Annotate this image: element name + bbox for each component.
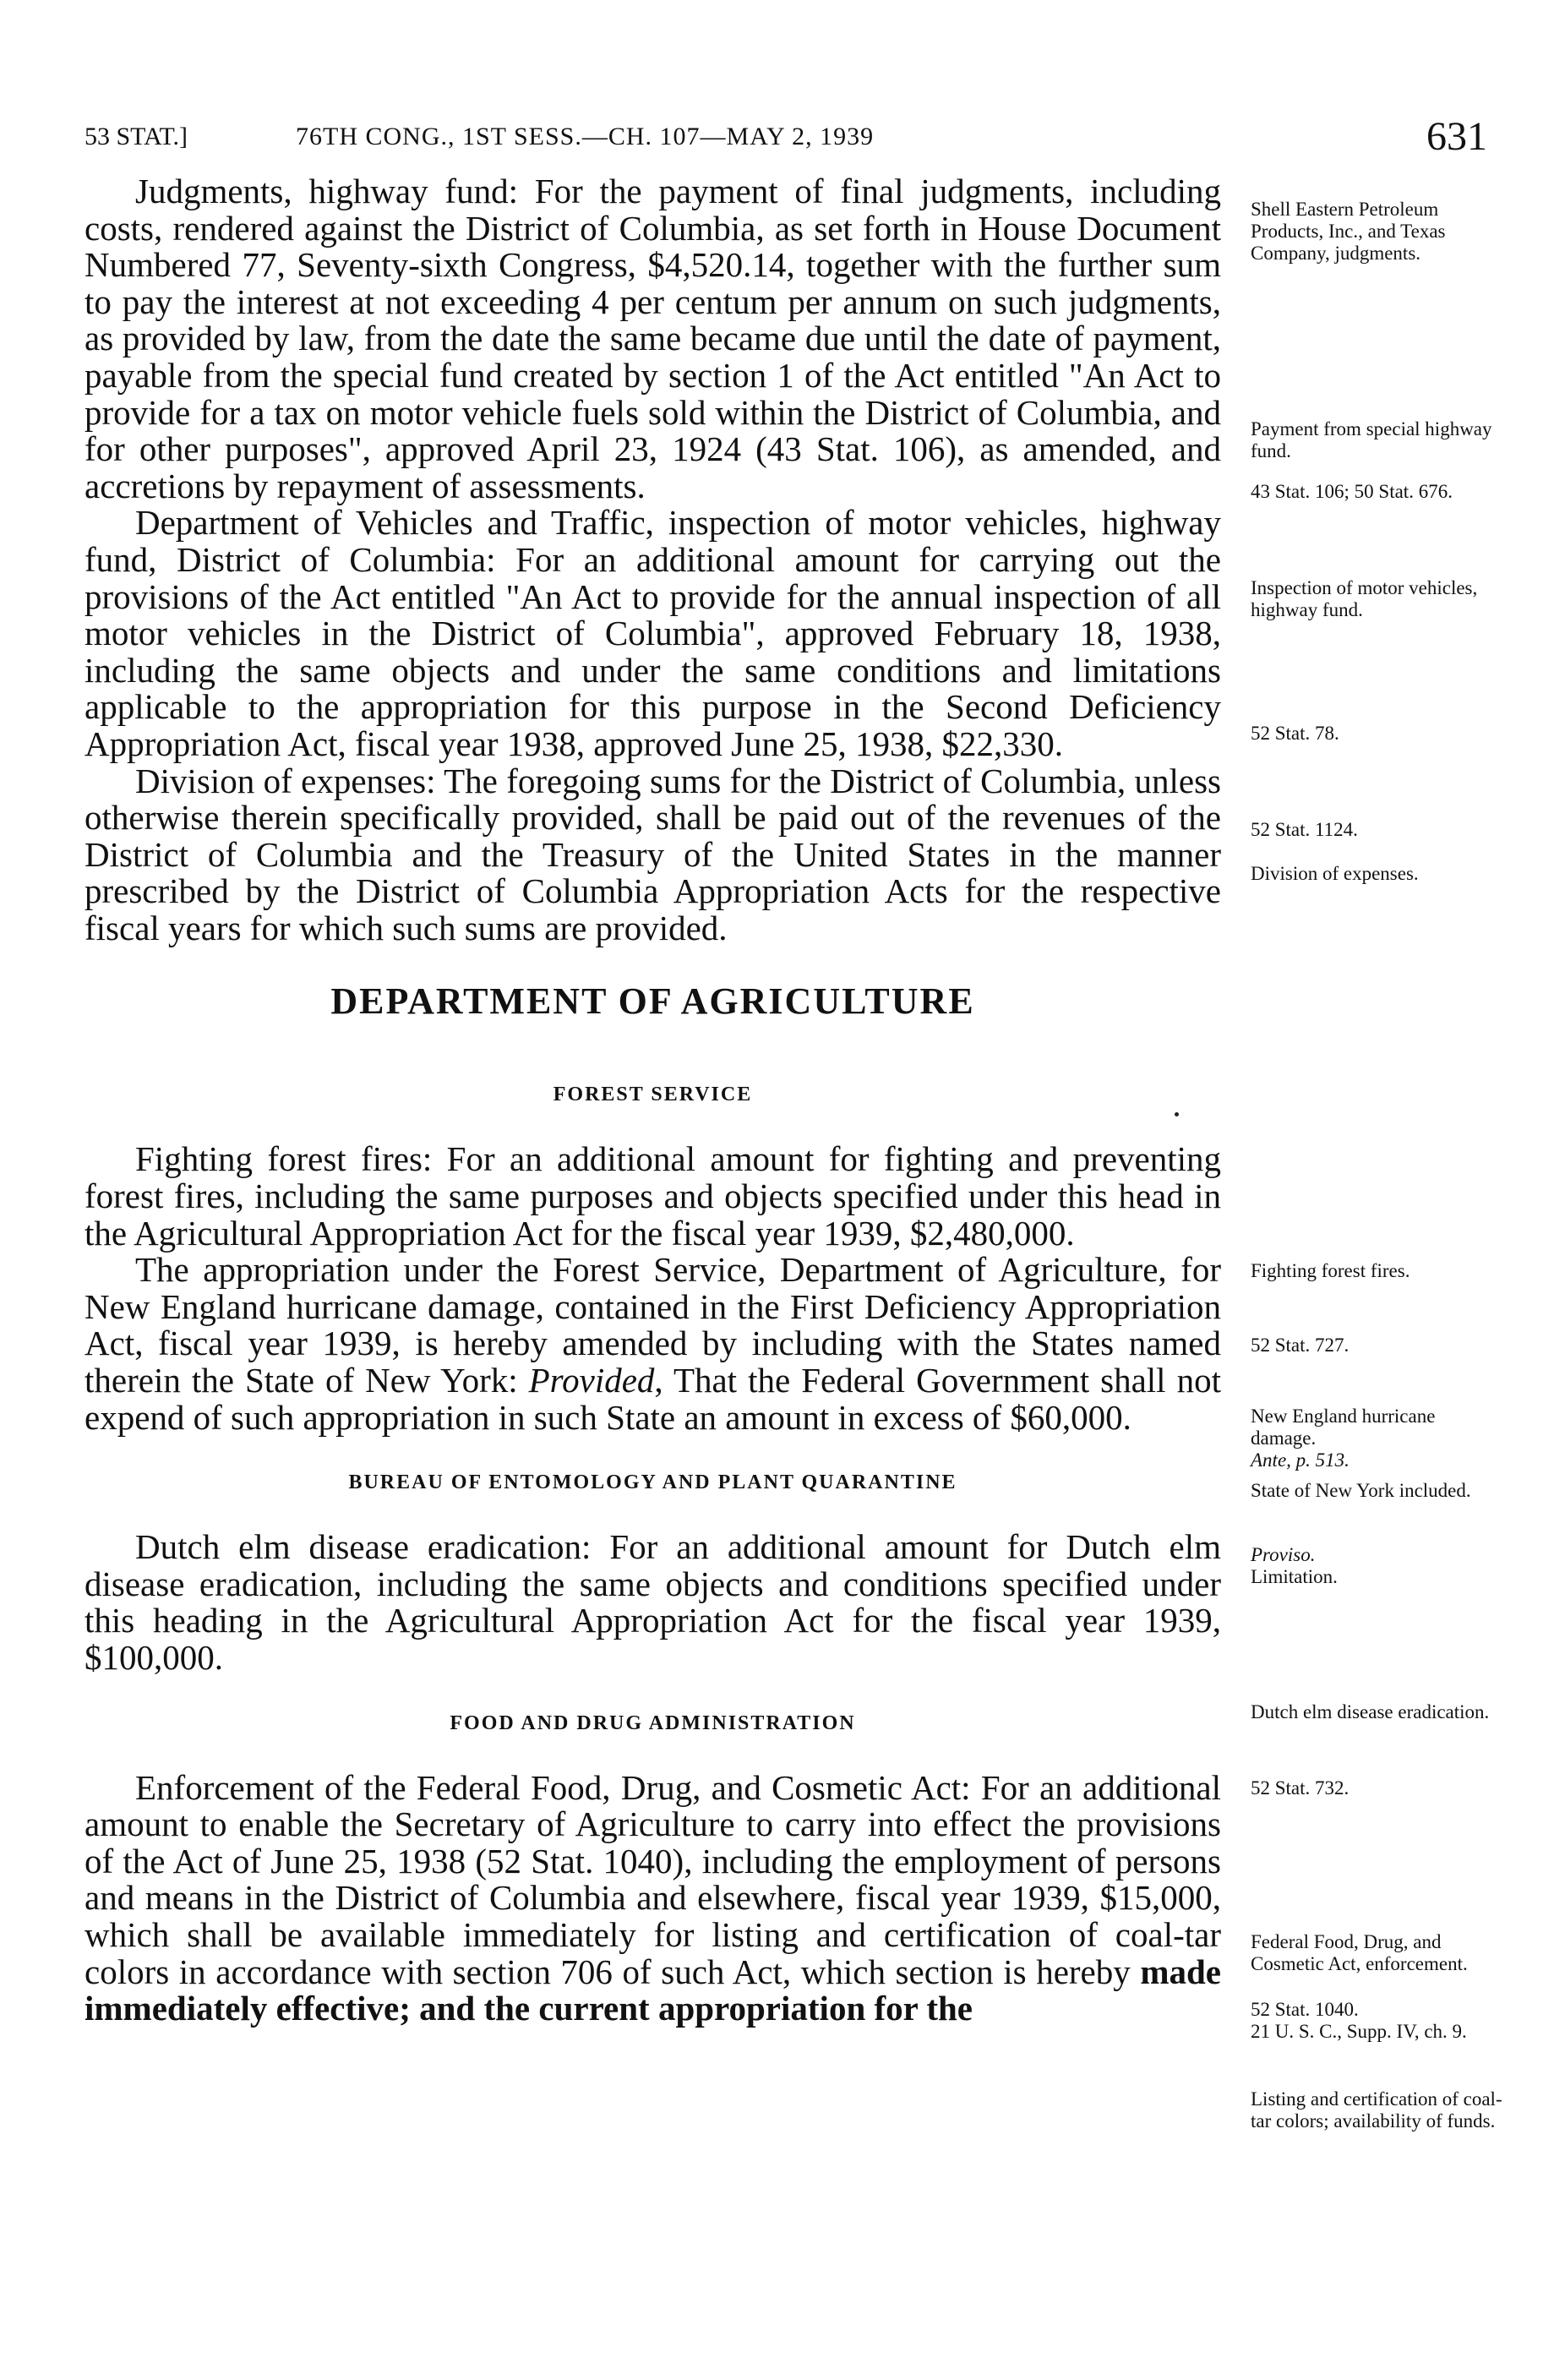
margin-note-52-stat-78: 52 Stat. 78. bbox=[1251, 723, 1339, 744]
margin-note-division-of-expenses: Division of expenses. bbox=[1251, 863, 1419, 884]
paragraph-dutch-elm-disease: Dutch elm disease eradication: For an additional amount for Dutch elm disease eradication, including the same objects and conditions specified under this heading in the Agricultural Appropriation Act for the fiscal year 1939, $100,000. bbox=[85, 1527, 1221, 1677]
margin-note-21-usc: 21 U. S. C., Supp. IV, ch. 9. bbox=[1251, 2021, 1467, 2042]
margin-note-inspection-motor-vehicles: Inspection of motor vehicles, highway fund. bbox=[1251, 577, 1478, 620]
margin-note-52-stat-1124: 52 Stat. 1124. bbox=[1251, 819, 1358, 840]
statute-volume: 53 STAT.] bbox=[85, 123, 188, 150]
heading-department-of-agriculture: DEPARTMENT OF AGRICULTURE bbox=[330, 980, 975, 1023]
margin-note-shell-eastern: Shell Eastern Petroleum Products, Inc., and Texas Company, judgments. bbox=[1251, 199, 1446, 264]
paragraph-motor-vehicle-inspection: Department of Vehicles and Traffic, inspection of motor vehicles, highway fund, District of Columbia: For an additional amount for carrying out the provisions of the Act entitled "An Act to provide for the annual inspection of all motor vehicles in the District of Columbia", approved February 18, 1938, including the same objects and under the same conditions and limitations applicable to the appropriation for this purpose in the Second Deficiency Appropriation Act, fiscal year 1938, approved June 25, 1938, $22,330. bbox=[85, 503, 1221, 763]
margin-note-52-stat-732: 52 Stat. 732. bbox=[1251, 1777, 1350, 1799]
paragraph-fighting-forest-fires: Fighting forest fires: For an additional amount for fighting and preventing forest fires, including the same purposes and objects specified under this head in the Agricultural Appropriation Act for the fiscal year 1939, $2,480,000. bbox=[85, 1139, 1221, 1253]
running-head bbox=[85, 112, 1487, 162]
paragraph-new-england-hurricane bbox=[85, 1252, 1221, 1436]
congress-session-chapter-date: 76TH CONG., 1ST SESS.—CH. 107—MAY 2, 1939 bbox=[296, 123, 875, 150]
heading-food-and-drug-administration: FOOD AND DRUG ADMINISTRATION bbox=[450, 1711, 856, 1734]
paragraph-division-of-expenses: Division of expenses: The foregoing sums for the District of Columbia, unless otherwise therein specifically provided, shall be paid out of the revenues of the District of Columbia and the Treasury of the United States in the manner prescribed by the District of Columbia Appropriation Acts for the respective fiscal years for which such sums are provided. bbox=[85, 761, 1221, 947]
margin-note-food-drug-cosmetic: Federal Food, Drug, and Cosmetic Act, enforcement. bbox=[1251, 1931, 1468, 1974]
heading-forest-service: FOREST SERVICE bbox=[553, 1084, 753, 1106]
hurricane-text: The appropriation under the Forest Service, Department of Agriculture, for New England hurricane damage, contained in the First Deficiency Appropriation Act, fiscal year 1939, is hereby amended by including with the States named therein the State of New York: bbox=[85, 1250, 1221, 1400]
margin-note-43-stat: 43 Stat. 106; 50 Stat. 676. bbox=[1251, 481, 1453, 502]
margin-note-52-stat-1040: 52 Stat. 1040. bbox=[1251, 1999, 1359, 2020]
margin-note-limitation: Limitation. bbox=[1251, 1566, 1338, 1587]
hurricane-proviso-text: , That the Federal Government shall not expend of such appropriation in such State an amount in excess of $60,000. bbox=[85, 1361, 1221, 1437]
enforcement-bold-text: made immediately effective; and the current appropriation for the bbox=[85, 1951, 1221, 2028]
enforcement-text: Enforcement of the Federal Food, Drug, and Cosmetic Act: For an additional amount to enable the Secretary of Agriculture to carry into effect the provisions of the Act of June 25, 1938 (52 Stat. 1040), including the employment of persons and means in the District of Columbia and elsewhere, fiscal year 1939, $15,000, which shall be available immediately for listing and certification of coal-tar colors in accordance with section 706 of such Act, which section is hereby bbox=[85, 1767, 1221, 1991]
provided-italic: Provided bbox=[528, 1361, 655, 1400]
paragraph-judgments-highway-fund: Judgments, highway fund: For the payment of final judgments, including costs, rendered against the District of Columbia, as set forth in House Document Numbered 77, Seventy-sixth Congress, $4,520.14, together with the further sum to pay the interest at not exceeding 4 per centum per annum on such judgments, as provided by law, from the date the same became due until the date of payment, payable from the special fund created by section 1 of the Act entitled "An Act to provide for a tax on motor vehicle fuels sold within the District of Columbia, and for other purposes", approved April 23, 1924 (43 Stat. 106), as amended, and accretions by repayment of assessments. bbox=[85, 172, 1221, 505]
margin-note-state-of-new-york: State of New York included. bbox=[1251, 1480, 1471, 1501]
heading-bureau-of-entomology: BUREAU OF ENTOMOLOGY AND PLANT QUARANTINE bbox=[348, 1471, 957, 1494]
margin-note-fighting-forest-fires: Fighting forest fires. bbox=[1251, 1260, 1410, 1281]
margin-note-proviso: Proviso. bbox=[1251, 1544, 1316, 1565]
paragraph-food-drug-cosmetic-act bbox=[85, 1767, 1221, 2028]
printer-dot bbox=[1175, 1112, 1179, 1116]
margin-note-coal-tar-colors: Listing and certification of coal-tar colors; availability of funds. bbox=[1251, 2088, 1502, 2132]
margin-note-payment-special-fund: Payment from special highway fund. bbox=[1251, 418, 1492, 461]
body-text bbox=[85, 173, 1221, 2028]
page-number: 631 bbox=[1426, 114, 1487, 159]
margin-note-new-england-hurricane: New England hurricane damage. bbox=[1251, 1406, 1436, 1449]
margin-note-dutch-elm: Dutch elm disease eradication. bbox=[1251, 1701, 1490, 1722]
margin-note-ante-513: Ante, p. 513. bbox=[1251, 1449, 1350, 1471]
margin-note-52-stat-727: 52 Stat. 727. bbox=[1251, 1335, 1350, 1356]
